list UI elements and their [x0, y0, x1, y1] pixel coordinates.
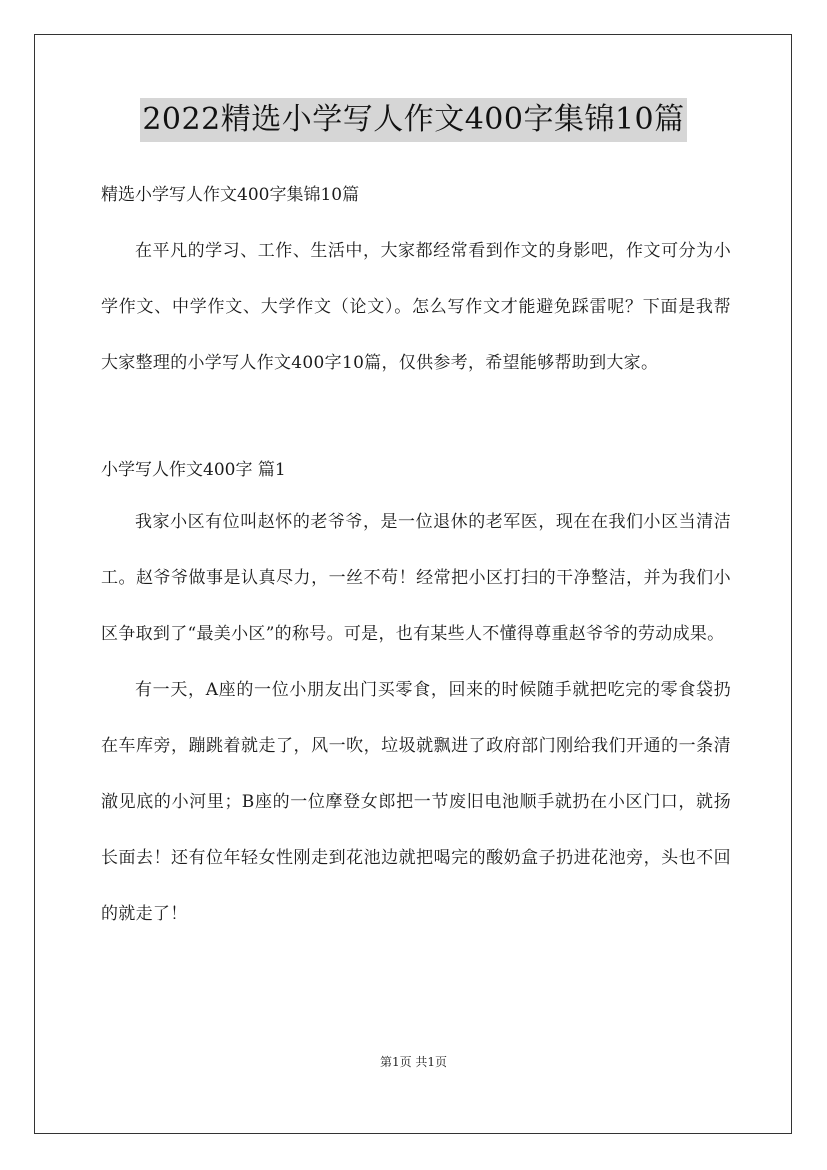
document-body — [101, 171, 731, 942]
section-heading: 小学写人作文400字 篇1 — [101, 460, 286, 480]
document-subtitle: 精选小学写人作文400字集锦10篇 — [101, 185, 360, 205]
document-title: 2022精选小学写人作文400字集锦10篇 — [140, 98, 686, 142]
body-paragraph-2: 有一天，A座的一位小朋友出门买零食，回来的时候随手就把吃完的零食袋扔在车库旁，蹦跳着就走了，风一吹，垃圾就飘进了政府部门刚给我们开通的一条清澈见底的小河里；B座的一位摩登女郎把一节废旧电池顺手就扔在小区门口，就扬长面去！还有位年轻女性刚走到花池边就把喝完的酸奶盒子扔进花池旁，头也不回的就走了！ — [101, 680, 731, 924]
body-paragraph-1: 我家小区有位叫赵怀的老爷爷，是一位退休的老军医，现在在我们小区当清洁工。赵爷爷做事是认真尽力，一丝不苟！经常把小区打扫的干净整洁，并为我们小区争取到了“最美小区”的称号。可是，也有某些人不懂得尊重赵爷爷的劳动成果。 — [101, 512, 731, 644]
intro-paragraph: 在平凡的学习、工作、生活中，大家都经常看到作文的身影吧，作文可分为小学作文、中学作文、大学作文（论文）。怎么写作文才能避免踩雷呢？下面是我帮大家整理的小学写人作文400字10篇，仅供参考，希望能够帮助到大家。 — [101, 241, 731, 373]
page-footer: 第1页 共1页 — [379, 1055, 448, 1069]
title-container — [0, 98, 827, 142]
